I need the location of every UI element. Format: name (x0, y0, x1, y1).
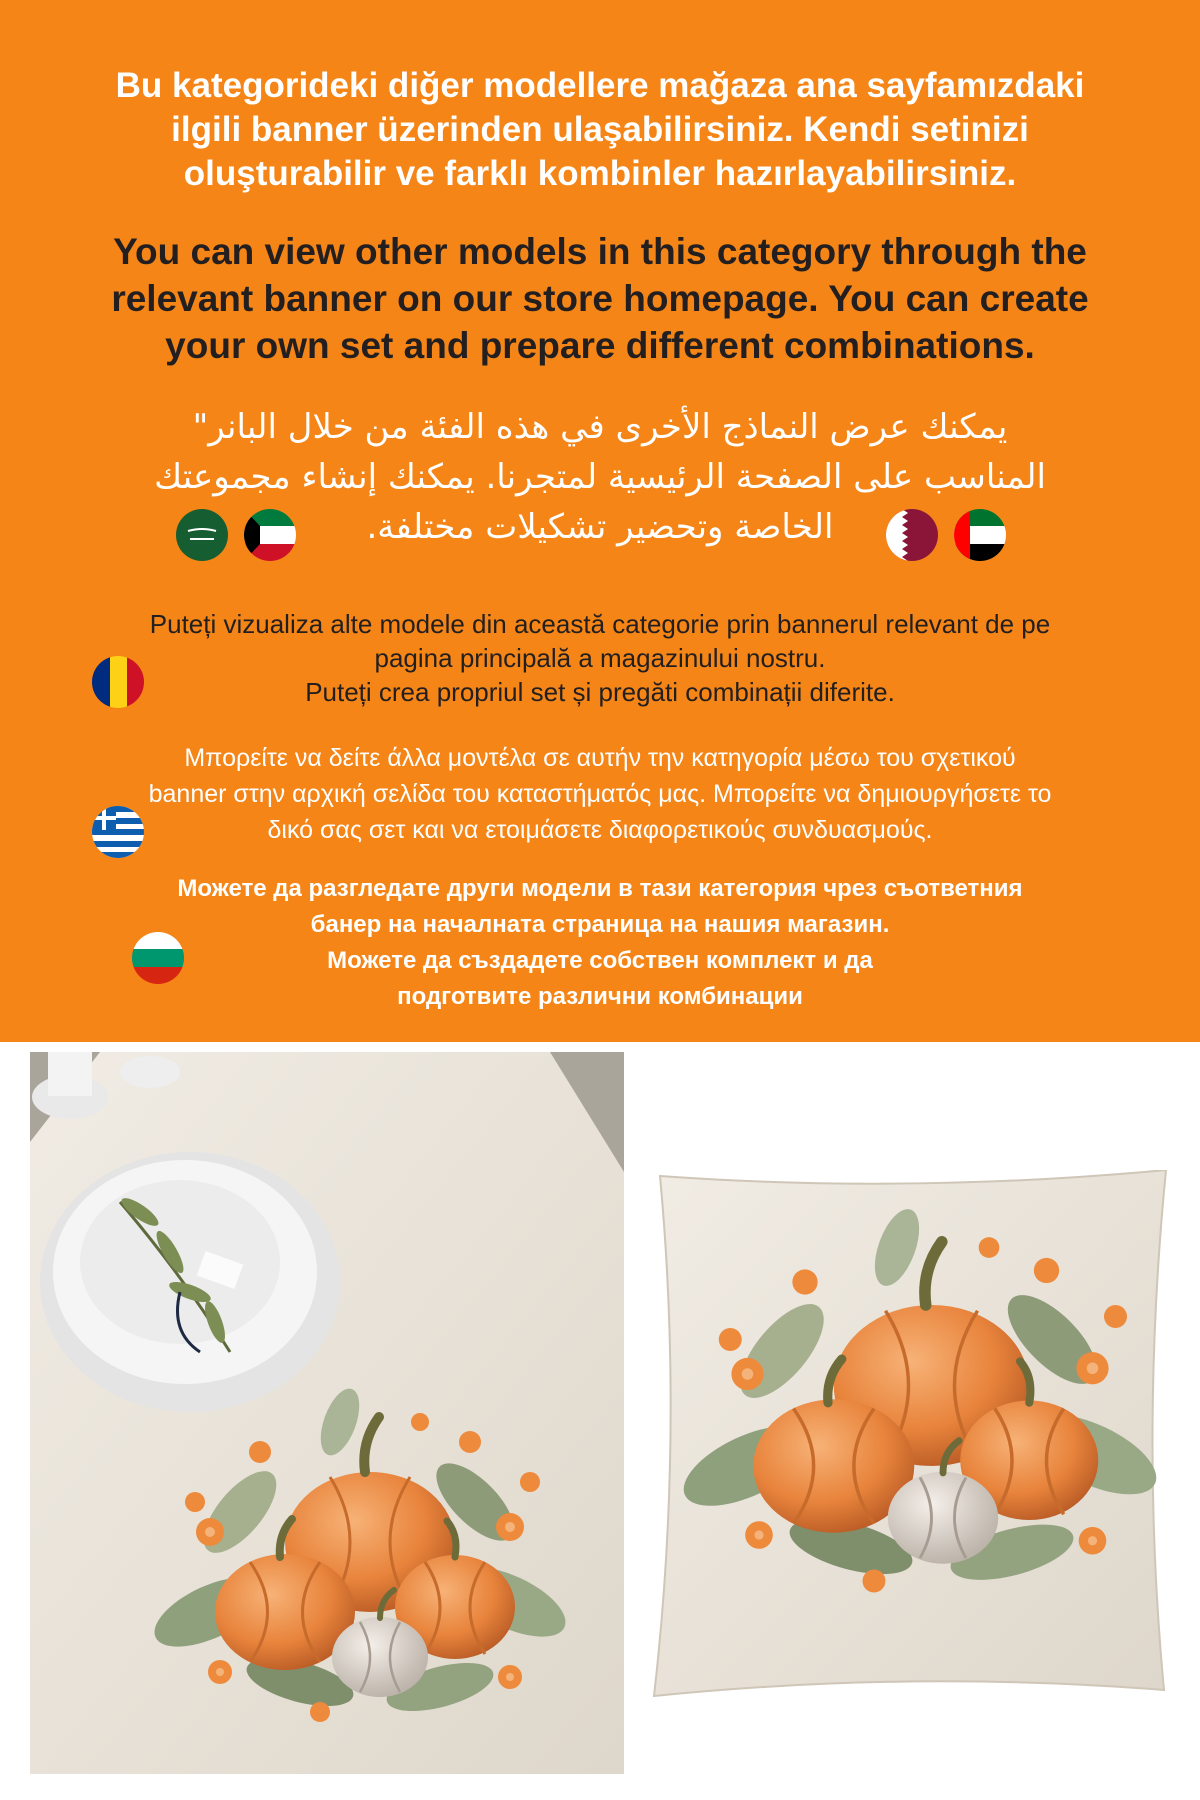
qatar-flag-icon (886, 509, 938, 561)
romanian-text: Puteți vizualiza alte modele din această categorie prin bannerul relevant de pe pagina principală a magazinului nostru. Puteți crea propriul set și pregăti combinații diferite. (149, 609, 1051, 707)
greek-text: Μπορείτε να δείτε άλλα μοντέλα σε αυτήν την κατηγορία μέσω του σχετικού banner στην αρχική σελίδα του καταστήματός μας. Μπορείτε να δημιουργήσετε το δικό σας σετ και να ετοιμάσετε διαφορετικούς συνδυασμούς. (148, 744, 1052, 844)
plate-icon (40, 1152, 340, 1412)
greece-flag-icon (92, 806, 144, 858)
turkish-text: Bu kategorideki diğer modellere mağaza ana sayfamızdaki ilgili banner üzerinden ulaşabilirsiniz. Kendi setinizi oluşturabilir ve farklı kombinler hazırlayabilirsiniz. (115, 66, 1085, 193)
uae-flag-icon (954, 509, 1006, 561)
romania-flag-icon (92, 656, 144, 708)
bulgarian-text: Можете да разгледате други модели в тази категория чрез съответния банер на началната страница на нашия магазин. Можете да създадете собствен комплект и да подготвите различни комбинации (177, 875, 1023, 1010)
arabic-text: يمكنك عرض النماذج الأخرى في هذه الفئة من خلال البانر" المناسب على الصفحة الرئيسية لمتجرنا. يمكنك إنشاء مجموعتك الخاصة وتحضير تشكيلات مختلفة. (154, 407, 1046, 547)
table-runner-photo (30, 1052, 624, 1774)
cushion-photo (650, 1170, 1172, 1698)
kuwait-flag-icon (244, 509, 296, 561)
bulgaria-flag-icon (132, 932, 184, 984)
saudi-arabia-flag-icon (176, 509, 228, 561)
english-text: You can view other models in this category through the relevant banner on our store homepage. You can create your own set and prepare different combinations. (111, 231, 1089, 366)
